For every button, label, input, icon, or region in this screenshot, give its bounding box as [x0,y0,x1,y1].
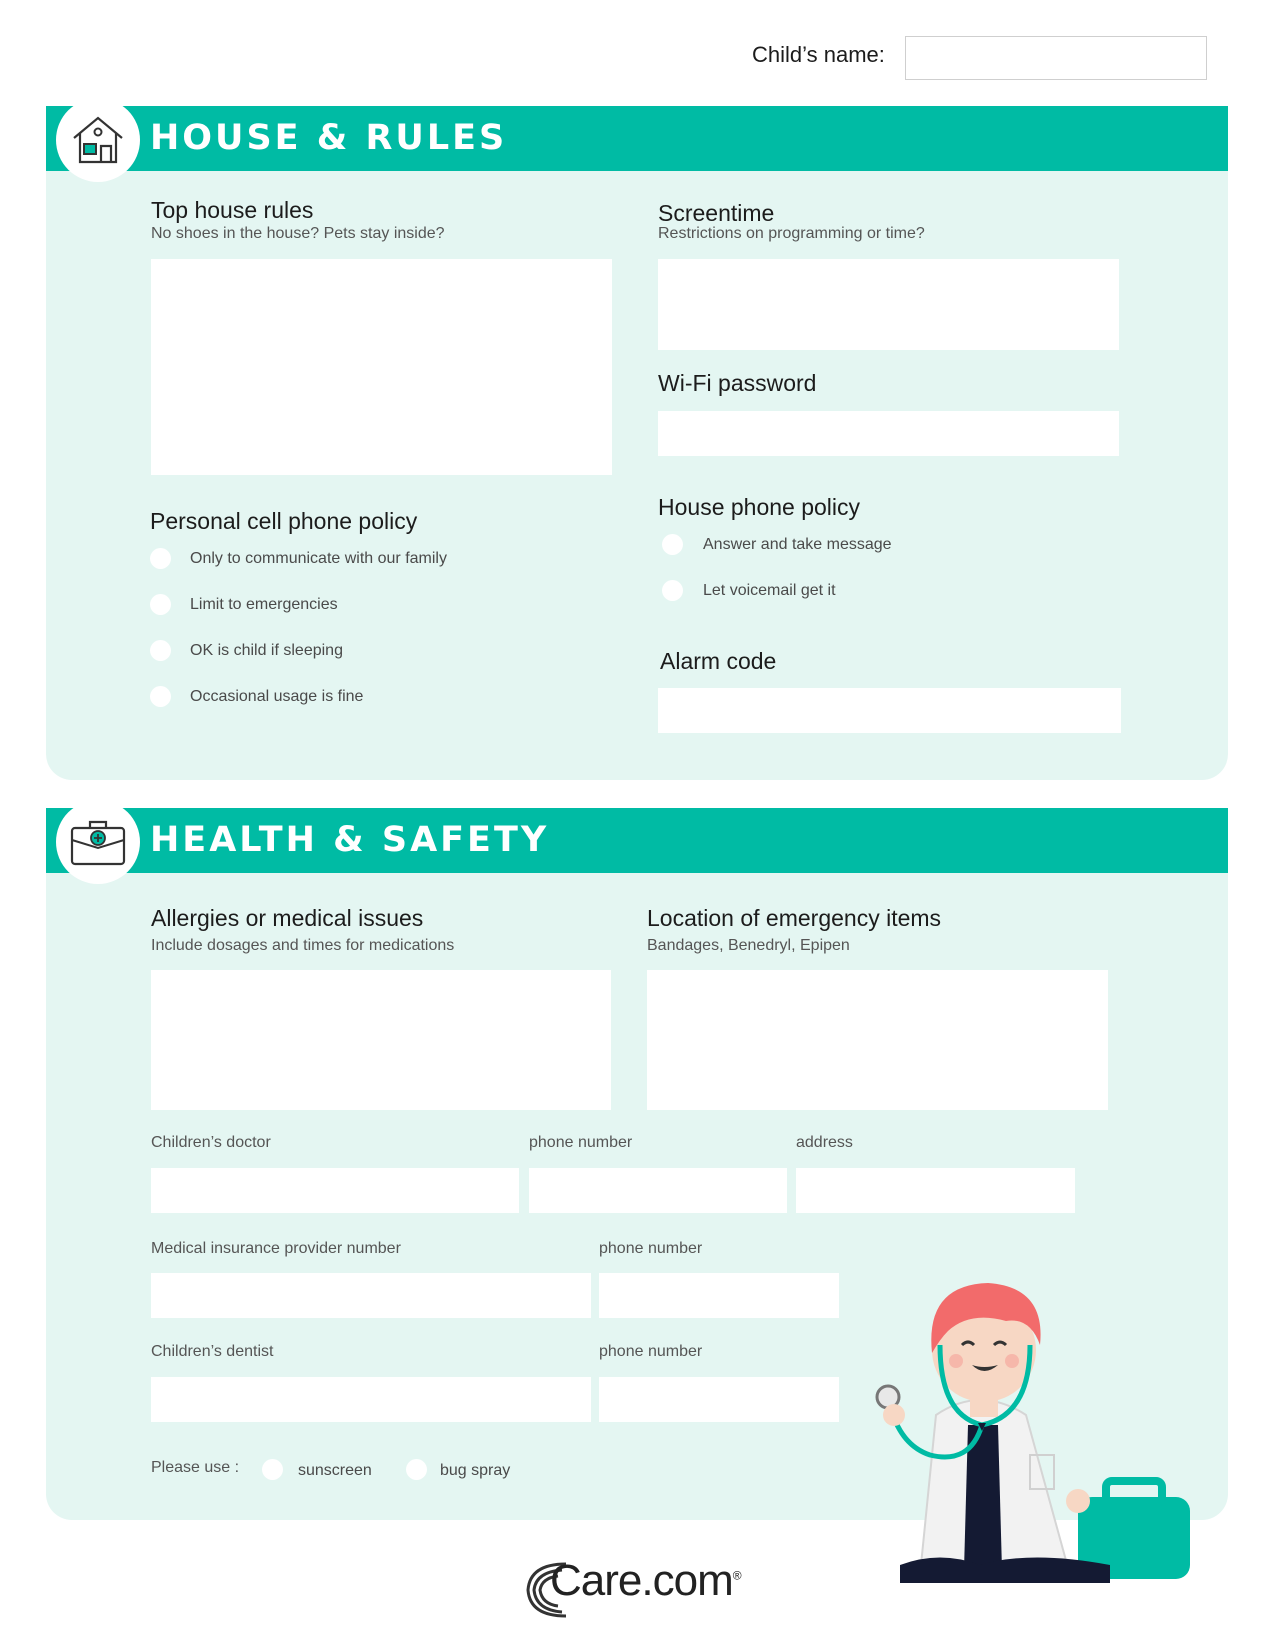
doctor-phone-label: phone number [529,1134,633,1151]
bug-spray-radio[interactable] [406,1459,427,1480]
bug-spray-label: bug spray [440,1462,511,1479]
top-house-rules-hint: No shoes in the house? Pets stay inside? [151,225,445,242]
cell-phone-policy-label: Personal cell phone policy [150,508,418,534]
house-phone-option-1-radio[interactable] [662,534,683,555]
childrens-dentist-input[interactable] [151,1377,591,1422]
emergency-items-hint: Bandages, Benedryl, Epipen [647,937,850,954]
house-phone-option-1-label: Answer and take message [703,536,892,553]
cell-option-2-label: Limit to emergencies [190,596,338,613]
emergency-items-label: Location of emergency items [647,905,942,931]
screentime-hint: Restrictions on programming or time? [658,225,925,242]
cell-option-4-label: Occasional usage is fine [190,688,364,705]
health-safety-title: HEALTH & SAFETY [150,820,550,860]
insurance-number-label: Medical insurance provider number [151,1240,401,1257]
cell-option-1-label: Only to communicate with our family [190,550,447,567]
insurance-phone-input[interactable] [599,1273,839,1318]
cell-option-3-label: OK is child if sleeping [190,642,343,659]
doctor-phone-input[interactable] [529,1168,787,1213]
house-phone-option-2-label: Let voicemail get it [703,582,836,599]
wifi-password-label: Wi-Fi password [658,370,817,396]
cell-option-2-radio[interactable] [150,594,171,615]
doctor-illustration [870,1265,1200,1585]
sunscreen-label: sunscreen [298,1462,372,1479]
insurance-number-input[interactable] [151,1273,591,1318]
sunscreen-radio[interactable] [262,1459,283,1480]
allergies-hint: Include dosages and times for medications [151,937,455,954]
house-rules-title: HOUSE & RULES [150,118,508,158]
allergies-input[interactable] [151,970,611,1110]
house-phone-policy-label: House phone policy [658,494,861,520]
doctor-address-input[interactable] [796,1168,1075,1213]
emergency-items-input[interactable] [647,970,1108,1110]
cell-option-1-radio[interactable] [150,548,171,569]
childs-name-input[interactable] [905,36,1207,80]
medkit-icon-circle [56,800,140,884]
house-icon [68,110,128,170]
house-phone-option-2-radio[interactable] [662,580,683,601]
cell-option-3-radio[interactable] [150,640,171,661]
please-use-label: Please use : [151,1459,240,1476]
medical-kit-icon [68,812,128,872]
childrens-doctor-label: Children’s doctor [151,1134,271,1151]
allergies-label: Allergies or medical issues [151,905,424,931]
childrens-doctor-input[interactable] [151,1168,519,1213]
alarm-code-label: Alarm code [660,648,777,674]
screentime-input[interactable] [658,259,1119,350]
care-logo: Care.com® [550,1556,741,1605]
wifi-password-input[interactable] [658,411,1119,456]
dentist-phone-input[interactable] [599,1377,839,1422]
insurance-phone-label: phone number [599,1240,703,1257]
top-house-rules-label: Top house rules [151,197,314,223]
doctor-address-label: address [796,1134,853,1151]
cell-option-4-radio[interactable] [150,686,171,707]
screentime-label: Screentime [658,200,775,226]
childs-name-label: Child’s name: [752,42,885,67]
top-house-rules-input[interactable] [151,259,612,475]
alarm-code-input[interactable] [658,688,1121,733]
childrens-dentist-label: Children’s dentist [151,1343,274,1360]
house-icon-circle [56,98,140,182]
dentist-phone-label: phone number [599,1343,703,1360]
